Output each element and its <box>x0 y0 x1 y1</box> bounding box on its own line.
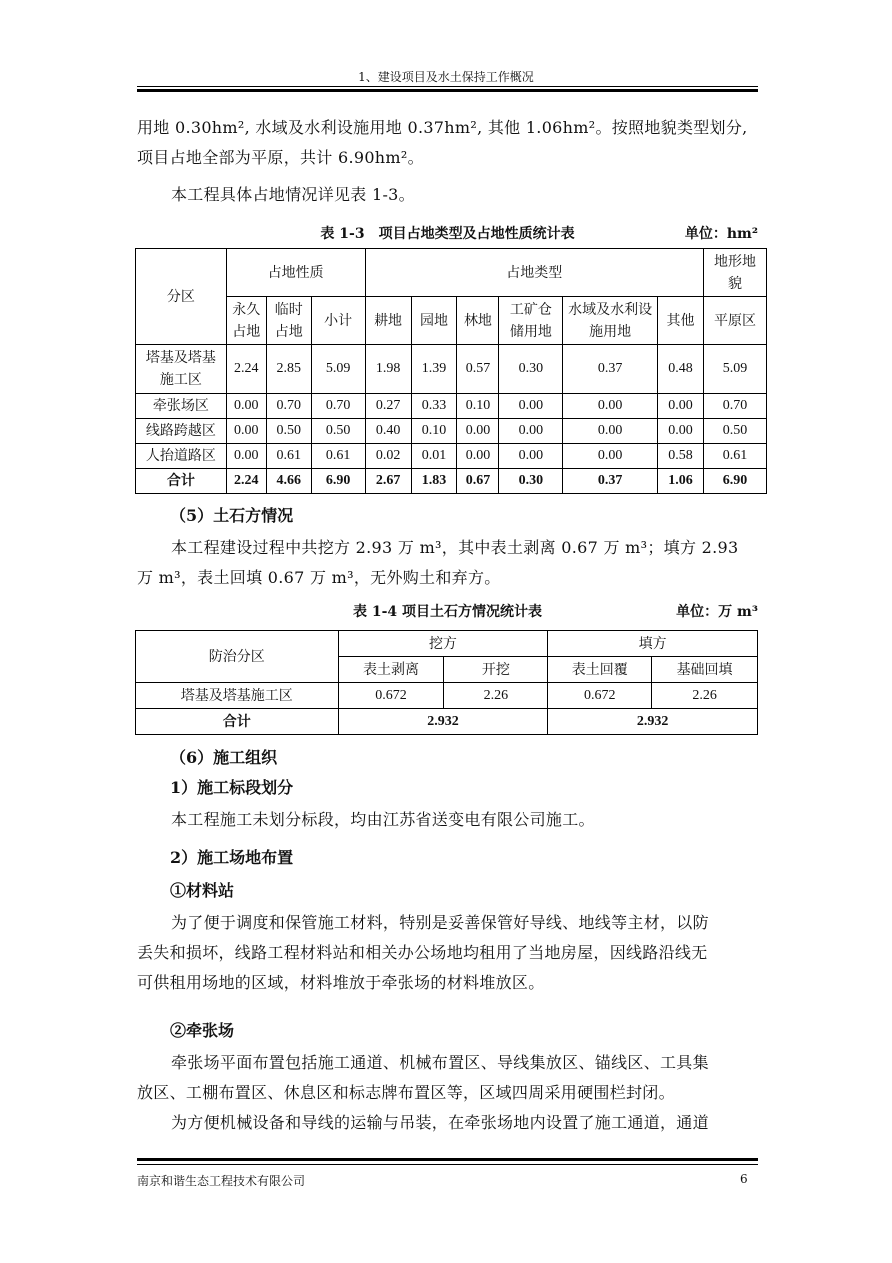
cell: 0.40 <box>365 419 411 444</box>
header-prevention-zone: 防治分区 <box>136 631 339 683</box>
cell: 0.61 <box>704 444 767 469</box>
paragraph-line: 丢失和损坏，线路工程材料站和相关办公场地均租用了当地房屋，因线路沿线无 <box>137 943 708 962</box>
cell: 1.98 <box>365 345 411 394</box>
cell: 0.00 <box>563 394 658 419</box>
total-label: 合计 <box>136 709 339 735</box>
header-landform: 地形地貌 <box>704 249 767 297</box>
cell: 2.26 <box>444 683 548 709</box>
cell: 0.00 <box>226 419 266 444</box>
cell: 0.50 <box>266 419 311 444</box>
section-5-heading: （5）土石方情况 <box>170 506 294 525</box>
subheader-plain: 平原区 <box>704 297 767 345</box>
table-caption-title: 表 1-3 项目占地类型及占地性质统计表 <box>320 226 575 242</box>
cell: 0.00 <box>499 419 563 444</box>
cell: 0.61 <box>266 444 311 469</box>
cell: 0.01 <box>411 444 457 469</box>
cell: 0.70 <box>704 394 767 419</box>
cell: 0.00 <box>457 444 499 469</box>
page-number: 6 <box>740 1172 748 1186</box>
cell: 2.932 <box>338 709 548 735</box>
cell: 0.50 <box>311 419 365 444</box>
cell: 0.33 <box>411 394 457 419</box>
paragraph-line: 牵张场平面布置包括施工通道、机械布置区、导线集放区、锚线区、工具集 <box>171 1053 709 1072</box>
cell: 0.672 <box>548 683 652 709</box>
cell: 2.24 <box>226 345 266 394</box>
footer-rule-thin <box>137 1164 758 1165</box>
paragraph-tension-site <box>137 1048 758 1138</box>
row-zone: 塔基及塔基施工区 <box>136 683 339 709</box>
cell: 0.37 <box>563 469 658 494</box>
row-zone: 线路跨越区 <box>136 419 227 444</box>
header-land-type: 占地类型 <box>365 249 703 297</box>
paragraph-line: 万 m³，表土回填 0.67 万 m³，无外购土和弃方。 <box>137 568 501 587</box>
paragraph-sections: 本工程施工未划分标段，均由江苏省送变电有限公司施工。 <box>171 810 595 829</box>
section-6-heading: （6）施工组织 <box>170 748 278 767</box>
table-row <box>136 345 767 394</box>
row-zone: 塔基及塔基施工区 <box>136 345 227 394</box>
table-1-3 <box>135 248 767 494</box>
paragraph-line: 放区、工棚布置区、休息区和标志牌布置区等，区域四周采用硬围栏封闭。 <box>137 1083 675 1102</box>
header-zone: 分区 <box>136 249 227 345</box>
table-caption-unit: 单位：万 m³ <box>676 604 758 620</box>
paragraph-line: 用地 0.30hm², 水域及水利设施用地 0.37hm², 其他 1.06hm²。按照地貌类型划分, <box>137 118 748 137</box>
cell: 0.672 <box>338 683 444 709</box>
cell: 2.85 <box>266 345 311 394</box>
cell: 0.70 <box>266 394 311 419</box>
paragraph-line: 项目占地全部为平原，共计 6.90hm²。 <box>137 148 424 167</box>
paragraph-line: 为方便机械设备和导线的运输与吊装，在牵张场地内设置了施工通道，通道 <box>171 1113 709 1132</box>
cell: 0.00 <box>226 444 266 469</box>
row-zone: 牵张场区 <box>136 394 227 419</box>
subheader-industrial: 工矿仓储用地 <box>499 297 563 345</box>
cell: 0.61 <box>311 444 365 469</box>
cell: 1.83 <box>411 469 457 494</box>
cell: 2.24 <box>226 469 266 494</box>
paragraph-earthwork <box>137 533 758 593</box>
subheader-forest: 林地 <box>457 297 499 345</box>
cell: 2.26 <box>652 683 758 709</box>
row-zone: 人抬道路区 <box>136 444 227 469</box>
subheader-garden: 园地 <box>411 297 457 345</box>
cell: 0.50 <box>704 419 767 444</box>
paragraph-line: 可供租用场地的区域，材料堆放于牵张场的材料堆放区。 <box>137 973 545 992</box>
subheader-permanent: 永久占地 <box>226 297 266 345</box>
subheader-temporary: 临时占地 <box>266 297 311 345</box>
subheader-excavation: 开挖 <box>444 657 548 683</box>
cell: 0.00 <box>499 394 563 419</box>
subsection-2-heading: 2）施工场地布置 <box>170 848 294 867</box>
table-row <box>136 683 758 709</box>
subheader-foundation-backfill: 基础回填 <box>652 657 758 683</box>
subheader-water: 水域及水利设施用地 <box>563 297 658 345</box>
cell: 0.00 <box>226 394 266 419</box>
cell: 0.00 <box>563 419 658 444</box>
table-total-row <box>136 469 767 494</box>
footer-rule-thick <box>137 1158 758 1161</box>
cell: 0.27 <box>365 394 411 419</box>
cell: 0.02 <box>365 444 411 469</box>
cell: 6.90 <box>704 469 767 494</box>
subheader-farmland: 耕地 <box>365 297 411 345</box>
cell: 4.66 <box>266 469 311 494</box>
total-label: 合计 <box>136 469 227 494</box>
table-row <box>136 444 767 469</box>
cell: 0.00 <box>499 444 563 469</box>
table-caption-title: 表 1-4 项目土石方情况统计表 <box>352 604 543 620</box>
cell: 0.57 <box>457 345 499 394</box>
cell: 0.58 <box>658 444 704 469</box>
cell: 5.09 <box>704 345 767 394</box>
paragraph-land-use <box>137 113 758 173</box>
cell: 0.30 <box>499 345 563 394</box>
cell: 0.67 <box>457 469 499 494</box>
item-tension-site-heading: ②牵张场 <box>170 1021 235 1040</box>
subheader-subtotal: 小计 <box>311 297 365 345</box>
paragraph-material-station <box>137 908 758 998</box>
cell: 6.90 <box>311 469 365 494</box>
header-cut: 挖方 <box>338 631 548 657</box>
header-rule-thick <box>137 89 758 92</box>
cell: 0.48 <box>658 345 704 394</box>
cell: 0.10 <box>411 419 457 444</box>
cell: 1.06 <box>658 469 704 494</box>
cell: 2.932 <box>548 709 758 735</box>
cell: 1.39 <box>411 345 457 394</box>
item-material-station-heading: ①材料站 <box>170 881 235 900</box>
header-rule-thin <box>137 86 758 87</box>
table-total-row <box>136 709 758 735</box>
table-1-3-caption <box>137 223 758 241</box>
cell: 2.67 <box>365 469 411 494</box>
header-land-nature: 占地性质 <box>226 249 365 297</box>
paragraph-line: 为了便于调度和保管施工材料，特别是妥善保管好导线、地线等主材，以防 <box>171 913 709 932</box>
cell: 5.09 <box>311 345 365 394</box>
cell: 0.10 <box>457 394 499 419</box>
subheader-topsoil-backfill: 表土回覆 <box>548 657 652 683</box>
cell: 0.00 <box>457 419 499 444</box>
table-1-4 <box>135 630 758 735</box>
subheader-other: 其他 <box>658 297 704 345</box>
cell: 0.70 <box>311 394 365 419</box>
cell: 0.00 <box>658 419 704 444</box>
cell: 0.00 <box>658 394 704 419</box>
subsection-1-heading: 1）施工标段划分 <box>170 778 294 797</box>
paragraph-table-ref: 本工程具体占地情况详见表 1-3。 <box>171 185 415 204</box>
table-row <box>136 394 767 419</box>
header-fill: 填方 <box>548 631 758 657</box>
subheader-topsoil-strip: 表土剥离 <box>338 657 444 683</box>
footer-company: 南京和谐生态工程技术有限公司 <box>137 1174 306 1188</box>
table-caption-unit: 单位：hm² <box>684 226 758 242</box>
cell: 0.00 <box>563 444 658 469</box>
table-1-4-caption <box>137 601 758 619</box>
page-header-title: 1、建设项目及水土保持工作概况 <box>358 70 534 84</box>
table-row <box>136 419 767 444</box>
cell: 0.37 <box>563 345 658 394</box>
cell: 0.30 <box>499 469 563 494</box>
paragraph-line: 本工程建设过程中共挖方 2.93 万 m³，其中表土剥离 0.67 万 m³；填方 2.93 <box>171 538 739 557</box>
